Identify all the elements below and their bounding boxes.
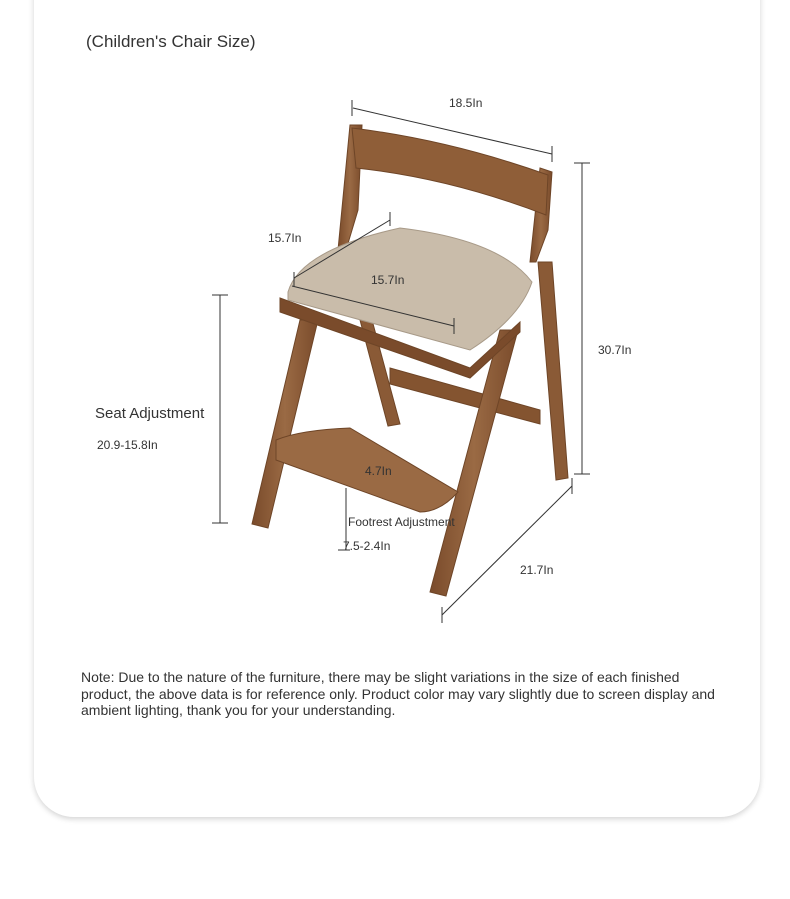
page-title: (Children's Chair Size)	[86, 32, 256, 51]
seat-adjustment-range: 20.9-15.8In	[97, 438, 158, 452]
chair-backrest	[352, 128, 548, 215]
seat-adjustment-title: Seat Adjustment	[95, 405, 205, 422]
backrest-width-label: 18.5In	[449, 96, 483, 110]
total-height-label: 30.7In	[598, 343, 632, 357]
seat-width-label: 15.7In	[371, 273, 405, 287]
chair-cushion	[288, 228, 532, 350]
footrest-adjustment-title: Footrest Adjustment	[348, 515, 455, 529]
seat-depth-label: 15.7In	[268, 231, 302, 245]
base-depth-label: 21.7In	[520, 563, 554, 577]
disclaimer-note: Note: Due to the nature of the furniture, there may be slight variations in the size of each finished product, the above data is for reference only. Product color may vary slightly due to screen display and ambient lighting, thank you for your understanding.	[81, 669, 715, 718]
footrest-adjustment-range: 7.5-2.4In	[343, 539, 391, 553]
footrest-depth-label: 4.7In	[365, 464, 392, 478]
